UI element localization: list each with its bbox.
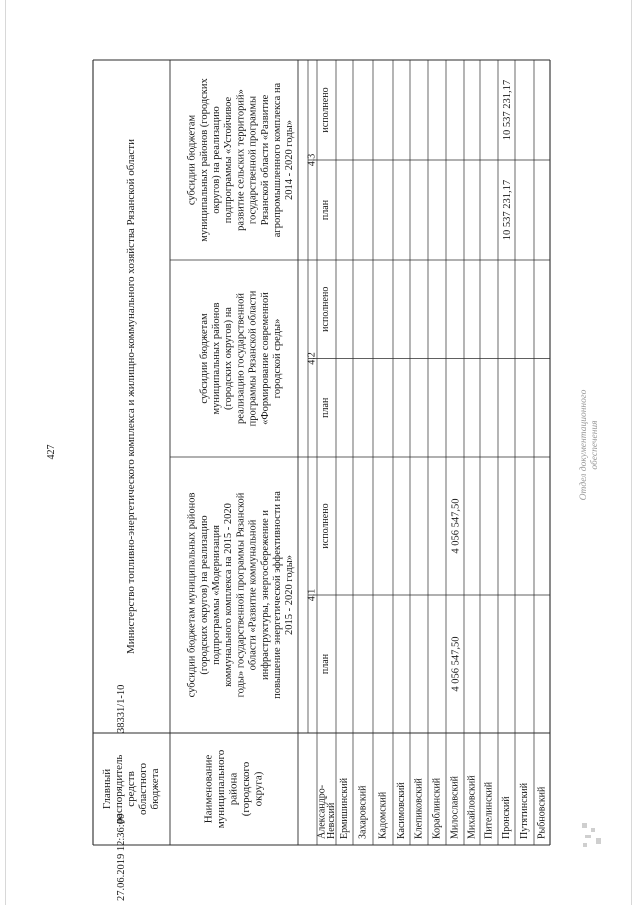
- cell-value: 4 056 547,50: [450, 636, 462, 692]
- subsidy-group-title: области «Развитие коммунальной: [247, 519, 259, 671]
- subsidy-group-title: коммунального комплекса на 2015 - 2020: [223, 503, 235, 687]
- district-name: Александро-: [316, 784, 328, 839]
- header-municipality-name: муниципального: [215, 749, 228, 829]
- district-name: Клепиковский: [413, 778, 425, 839]
- district-name: Невский: [325, 802, 337, 839]
- cell-value: 10 537 231,17: [501, 179, 513, 241]
- subsidy-group-title: 2015 - 2020 годы»: [284, 554, 296, 636]
- ministry-title: Министерство топливно-энергетического комплекса и жилищно-коммунального хозяйства Рязанской области: [125, 139, 138, 654]
- executed-column-header: исполнено: [319, 503, 331, 549]
- subsidy-group-title: государственной программы: [247, 95, 259, 225]
- cell-value: 10 537 231,17: [501, 79, 513, 141]
- header-main-administrator: областного: [137, 762, 150, 816]
- subsidy-group-title: развитие сельских территорий»: [235, 89, 247, 231]
- subsidy-group-title: субсидии бюджетам: [186, 114, 198, 206]
- subsidy-group-number: 4.2: [306, 352, 318, 365]
- district-name: Ермишинский: [338, 777, 350, 839]
- district-name: Касимовский: [395, 782, 407, 839]
- subsidy-group-title: программы Рязанской области: [247, 290, 259, 427]
- executed-column-header: исполнено: [319, 286, 331, 332]
- subsidy-group-title: подпрограммы «Устойчивое: [223, 96, 235, 224]
- subsidy-group-number: 4.1: [306, 588, 318, 602]
- executed-column-header: исполнено: [319, 87, 331, 133]
- subsidy-group-title: округов) на реализацию: [211, 106, 223, 214]
- subsidy-group-title: реализацию государственной: [235, 293, 247, 424]
- header-municipality-name: (городского: [240, 761, 253, 817]
- header-municipality-name: округа): [252, 771, 265, 807]
- header-main-administrator: распорядитель: [113, 754, 126, 824]
- stamp-line: Отдел документационного: [579, 389, 589, 501]
- district-name: Пителинский: [483, 781, 495, 839]
- subsidy-group-title: (городских округов) на: [223, 307, 235, 410]
- plan-column-header: план: [319, 199, 331, 221]
- department-stamp: [579, 375, 601, 515]
- district-name: Путятинский: [518, 782, 530, 839]
- subsidy-group-title: повышение энергетической эффективности на: [272, 491, 284, 699]
- district-name: Кадомский: [377, 791, 389, 839]
- header-main-administrator: средств: [125, 771, 138, 807]
- subsidy-group-title: субсидии бюджетам: [198, 313, 210, 404]
- subsidy-group-title: муниципальных районов (городских: [198, 78, 210, 242]
- header-municipality-name: района: [227, 772, 240, 806]
- subsidy-group-title: муниципальных районов: [211, 302, 223, 415]
- footer-document-code: 38331/1-10: [116, 684, 127, 733]
- subsidy-group-title: (городских округов) на реализацию: [198, 515, 210, 675]
- subsidy-group-title: 2014 - 2020 годы»: [284, 119, 296, 201]
- district-name: Милославский: [449, 775, 461, 839]
- district-name: Кораблинский: [431, 777, 443, 839]
- plan-column-header: план: [319, 397, 331, 418]
- scan-mark-icon: [580, 820, 606, 850]
- subsidy-group-title: годы» государственной программы Рязанской: [235, 492, 247, 698]
- subsidy-group-number: 4.3: [306, 153, 318, 167]
- subsidy-group-title: городской среды»: [272, 318, 284, 399]
- plan-column-header: план: [319, 653, 331, 675]
- header-main-administrator: Главный: [101, 768, 114, 810]
- district-name: Захаровский: [357, 785, 369, 839]
- district-name: Пронский: [500, 796, 512, 839]
- page-number: 427: [46, 444, 57, 460]
- footer-timestamp: 27.06.2019 12:36:00: [116, 813, 127, 901]
- district-name: Рыбновский: [536, 786, 548, 839]
- subsidy-group-title: подпрограммы «Модернизация: [211, 525, 223, 665]
- district-name: Михайловский: [466, 775, 478, 839]
- subsidy-group-title: инфраструктуры, энергосбережение и: [259, 510, 271, 680]
- cell-value: 4 056 547,50: [450, 498, 462, 554]
- header-municipality-name: Наименование: [202, 754, 215, 824]
- header-main-administrator: бюджета: [149, 768, 162, 810]
- subsidy-group-title: Рязанской области «Развитие: [259, 94, 271, 226]
- subsidy-group-title: субсидии бюджетам муниципальных районов: [186, 492, 198, 698]
- subsidy-group-title: агропромышленного комплекса на: [272, 82, 284, 238]
- stamp-line: обеспечения: [590, 420, 600, 470]
- subsidy-group-title: «Формирование современной: [259, 292, 271, 425]
